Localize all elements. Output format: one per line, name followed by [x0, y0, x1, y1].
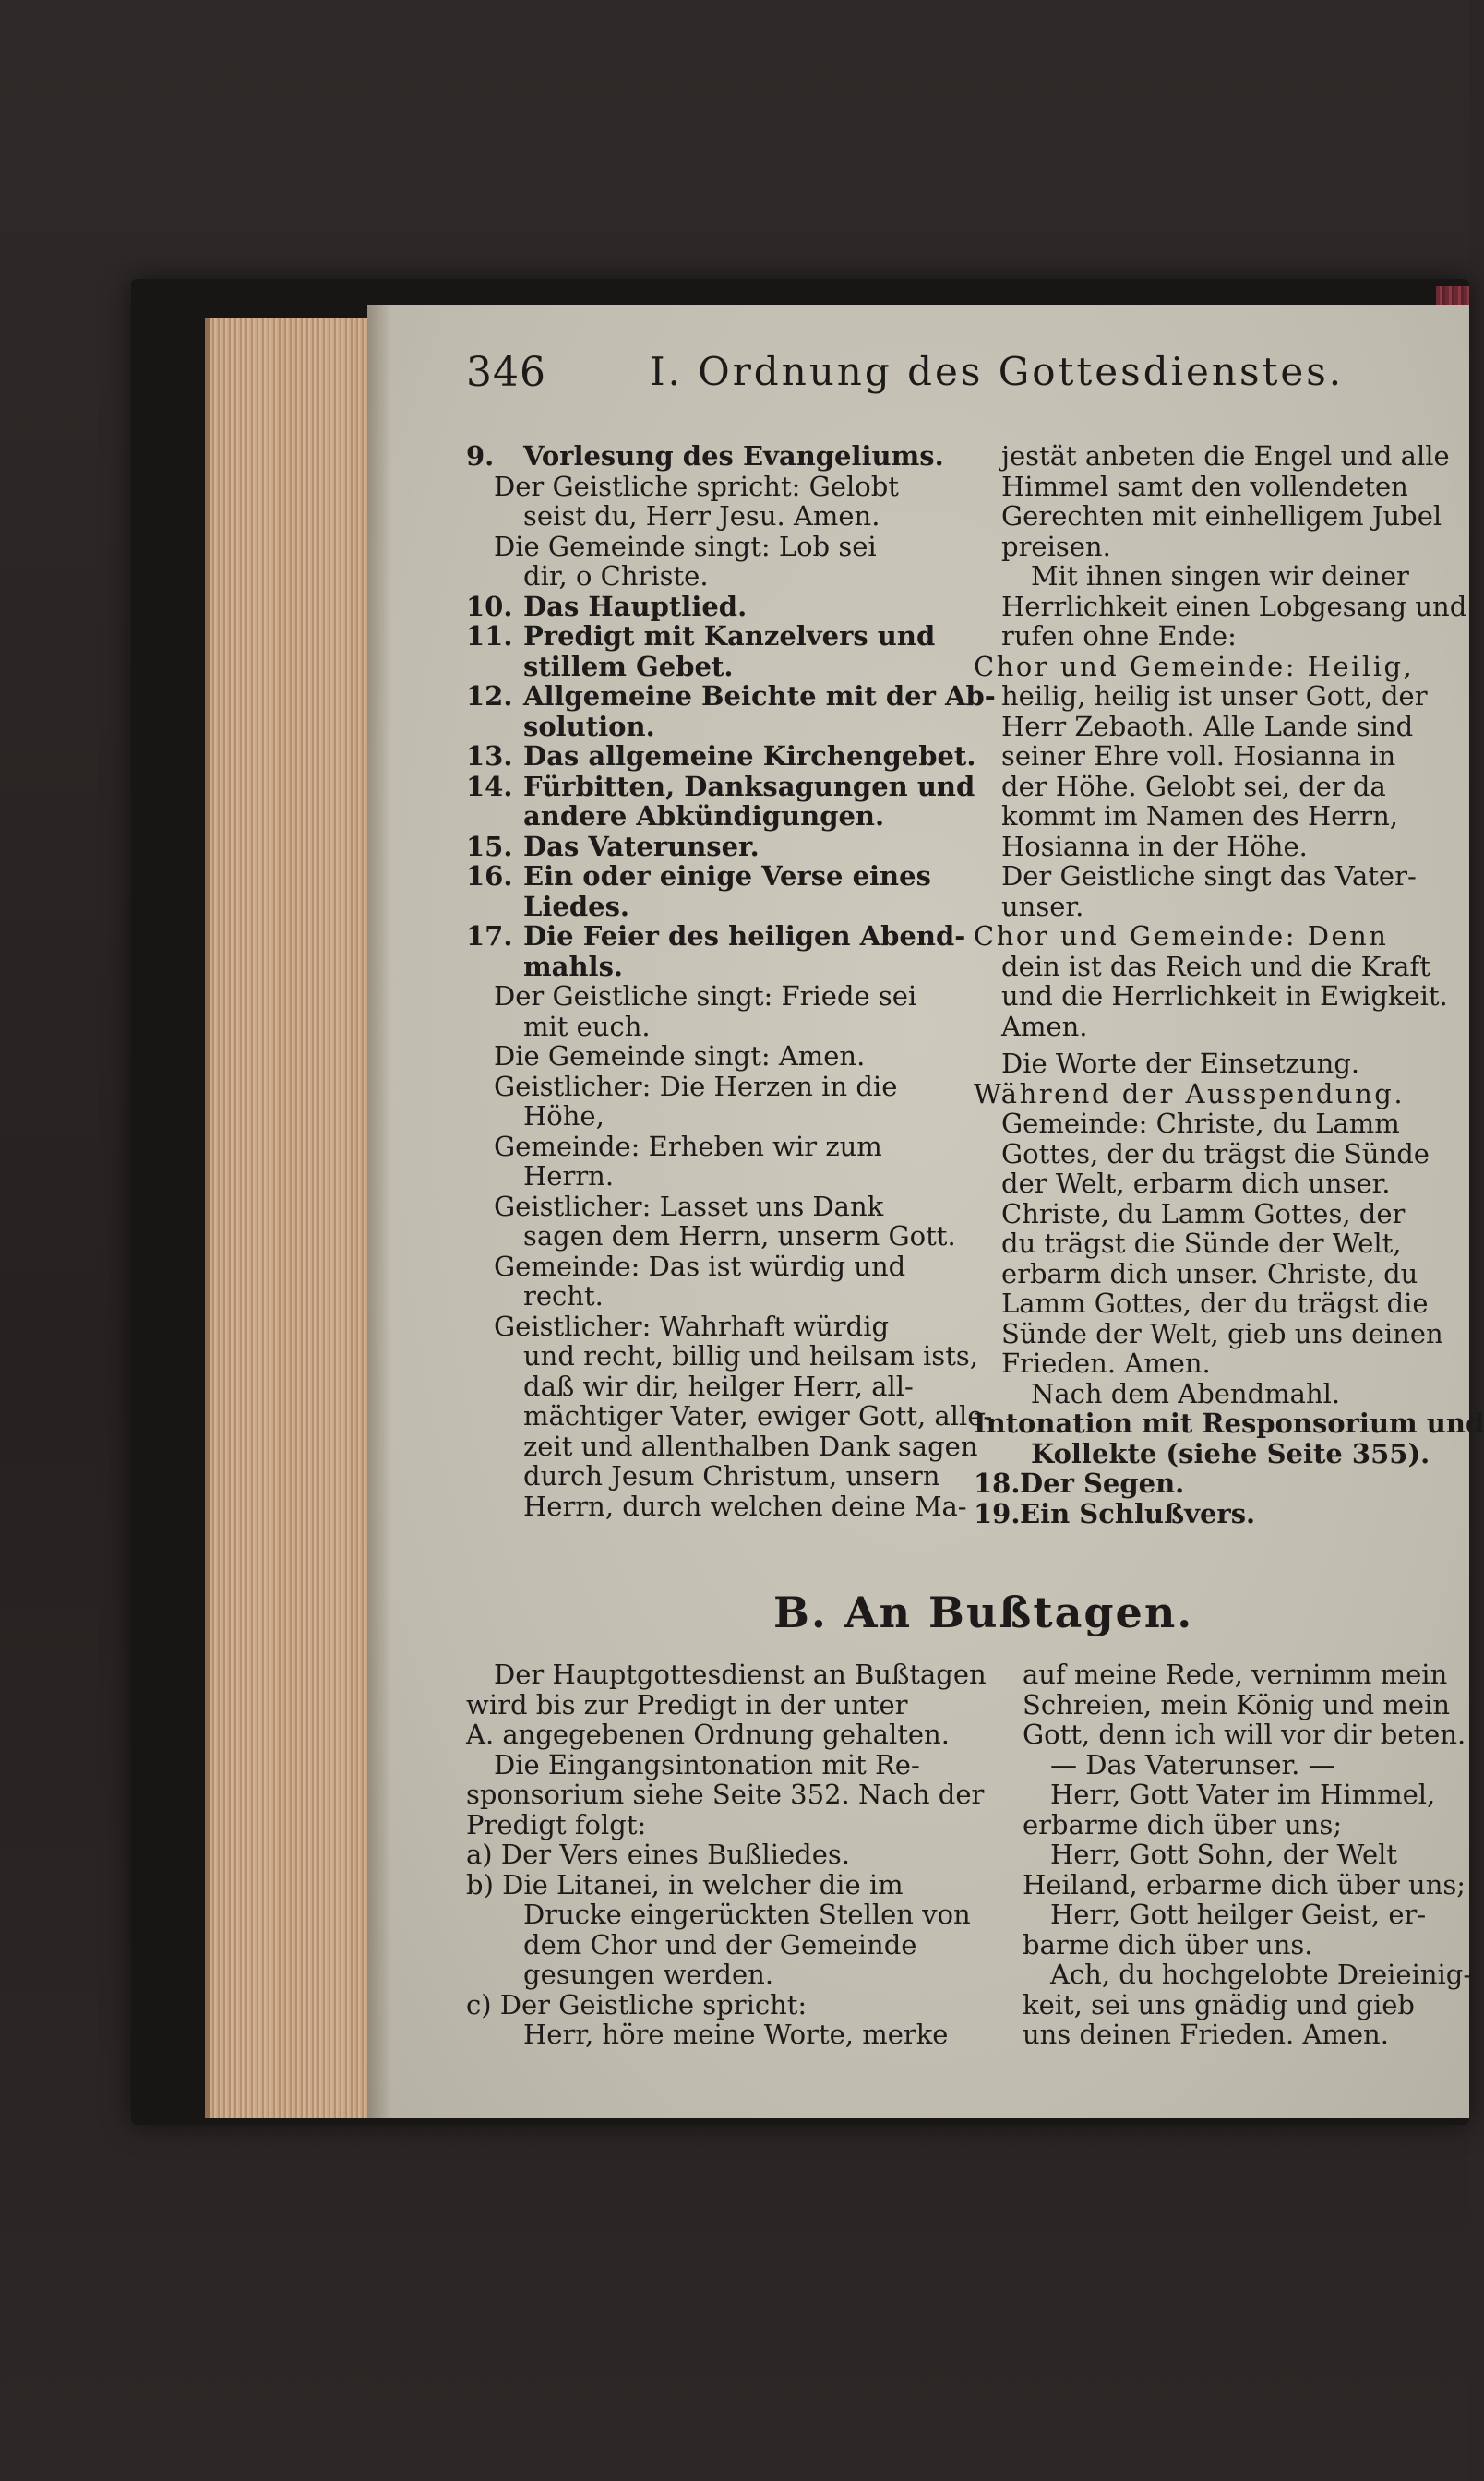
text-line: [974, 1379, 1435, 1409]
text-line: [466, 1719, 950, 1750]
text-line: [1023, 2020, 1440, 2050]
line-text: keit, sei uns gnädig und gieb: [1023, 1988, 1415, 2020]
text-line: [466, 1132, 941, 1162]
text-line: [974, 772, 1435, 802]
line-text: Die Feier des heiligen Abend-: [523, 920, 966, 952]
text-line: [1023, 1900, 1440, 1930]
line-text: Der Segen.: [1020, 1468, 1185, 1499]
text-line: [974, 440, 1450, 472]
text-line: [466, 501, 941, 532]
item-number: 19.: [974, 1497, 1021, 1529]
line-text: Gemeinde: Christe, du Lamm: [1001, 1108, 1400, 1139]
section-b-heading: B. An Bußtagen.: [773, 1588, 1194, 1637]
text-line: [1023, 1780, 1440, 1810]
line-text: Der Geistliche spricht: Gelobt: [494, 470, 899, 502]
text-line: [974, 741, 1435, 772]
text-line: [466, 801, 941, 832]
line-text: recht.: [523, 1280, 604, 1312]
text-line: [466, 1899, 971, 1930]
line-text: Schreien, mein König und mein: [1023, 1688, 1451, 1720]
text-line: [466, 1870, 946, 1900]
text-line: [974, 1169, 1435, 1199]
text-line: [1023, 1959, 1473, 1990]
line-text: Der Geistliche singt das Vater-: [1001, 860, 1417, 892]
item-number: 9.: [466, 440, 495, 472]
text-line: [974, 681, 1435, 712]
line-text: Gottes, der du trägst die Sünde: [1001, 1137, 1430, 1169]
text-line: [1023, 1688, 1451, 1720]
line-text: — Das Vaterunser. —: [1050, 1748, 1335, 1780]
text-line: [974, 621, 1435, 652]
item-number: 11.: [466, 620, 513, 652]
text-line: [974, 1499, 1435, 1529]
line-text: Das allgemeine Kirchengebet.: [523, 740, 976, 772]
line-text: Das Hauptlied.: [523, 590, 748, 622]
line-text: Ein oder einige Verse eines: [523, 860, 931, 892]
text-line: [466, 1072, 941, 1102]
text-line: [466, 2019, 949, 2050]
line-text: solution.: [523, 710, 655, 742]
line-text: der Welt, erbarm dich unser.: [1001, 1168, 1391, 1199]
line-text: Höhe,: [523, 1100, 604, 1132]
text-line: [974, 590, 1467, 622]
line-text: zeit und allenthalben Dank sagen: [523, 1430, 978, 1462]
text-line: [1023, 1990, 1440, 2020]
line-text: andere Abkündigungen.: [523, 800, 885, 832]
line-text: Herr, höre meine Worte, merke: [523, 2019, 949, 2050]
line-text: Lamm Gottes, der du trägst die: [1001, 1288, 1429, 1319]
line-text: Die Gemeinde singt: Amen.: [494, 1040, 866, 1072]
line-text: Die Worte der Einsetzung.: [1001, 1048, 1360, 1079]
line-text: Liedes.: [523, 890, 630, 922]
line-text: Das Vaterunser.: [523, 830, 760, 862]
text-line: [1023, 1868, 1466, 1900]
text-line: [466, 920, 966, 952]
line-text: Frieden. Amen.: [1001, 1348, 1211, 1379]
text-line: [466, 1990, 946, 2020]
line-text: preisen.: [1001, 530, 1111, 562]
text-line: [974, 952, 1435, 982]
line-text: Nach dem Abendmahl.: [1031, 1377, 1341, 1409]
text-line: [974, 472, 1435, 502]
text-line: [466, 1340, 978, 1372]
line-text: sagen dem Herrn, unserm Gott.: [523, 1220, 956, 1252]
line-text: Kollekte (siehe Seite 355).: [1031, 1437, 1430, 1469]
text-line: [466, 1281, 941, 1312]
line-text: Herrn.: [523, 1160, 615, 1192]
text-line: [466, 1690, 946, 1720]
text-line: [974, 1288, 1435, 1319]
line-text: seiner Ehre voll. Hosianna in: [1001, 740, 1396, 772]
item-number: 12.: [466, 680, 513, 712]
line-text: Herrn, durch welchen deine Ma-: [523, 1490, 967, 1522]
item-number: 17.: [466, 920, 513, 952]
line-text: Gemeinde: Das ist würdig und: [494, 1250, 906, 1282]
text-line: [466, 652, 941, 682]
page-edges: [205, 318, 373, 2118]
line-text: A. angegebenen Ordnung gehalten.: [466, 1719, 950, 1750]
line-text: wird bis zur Predigt in der unter: [466, 1688, 908, 1720]
text-line: [974, 652, 1435, 682]
text-line: [974, 1049, 1435, 1079]
text-line: [974, 712, 1435, 742]
text-line: [1023, 1719, 1466, 1750]
text-line: [466, 981, 941, 1012]
line-text: mahls.: [523, 950, 623, 982]
text-line: [466, 1012, 941, 1042]
text-line: [974, 801, 1435, 832]
text-line: [466, 1750, 946, 1780]
line-text: rufen ohne Ende:: [1001, 620, 1237, 652]
line-text: seist du, Herr Jesu. Amen.: [523, 500, 880, 532]
text-line: [466, 1840, 946, 1870]
line-text: Herr Zebaoth. Alle Lande sind: [1001, 710, 1414, 742]
line-text: Während der Ausspendung.: [974, 1077, 1406, 1109]
line-text: Predigt folgt:: [466, 1808, 647, 1840]
text-line: [974, 1468, 1435, 1499]
text-line: [466, 440, 944, 472]
page-gutter-shadow: [367, 305, 391, 2118]
text-line: [466, 1930, 946, 1960]
line-text: Die Gemeinde singt: Lob sei: [494, 530, 877, 562]
line-text: Drucke eingerückten Stellen von: [523, 1899, 971, 1930]
line-text: Vorlesung des Evangeliums.: [523, 440, 944, 472]
text-line: [466, 1490, 967, 1522]
line-text: Gemeinde: Erheben wir zum: [494, 1130, 882, 1162]
text-line: [466, 1960, 946, 1990]
line-text: auf meine Rede, vernimm mein: [1023, 1659, 1448, 1690]
text-line: [466, 1461, 941, 1492]
text-line: [974, 532, 1435, 562]
line-text: dir, o Christe.: [523, 560, 709, 592]
item-number: 13.: [466, 740, 513, 772]
text-line: [466, 952, 941, 982]
item-number: 16.: [466, 860, 513, 892]
text-line: [466, 1779, 985, 1810]
line-text: a) Der Vers eines Bußliedes.: [466, 1839, 850, 1870]
line-text: Sünde der Welt, gieb uns deinen: [1001, 1317, 1443, 1349]
line-text: Der Hauptgottesdienst an Bußtagen: [494, 1659, 987, 1690]
text-line: [974, 980, 1448, 1012]
line-text: mit euch.: [523, 1010, 651, 1042]
line-text: Chor und Gemeinde: Heilig,: [974, 650, 1415, 682]
line-text: erbarm dich unser. Christe, du: [1001, 1257, 1418, 1289]
line-text: Gott, denn ich will vor dir beten.: [1023, 1719, 1466, 1750]
text-line: [974, 1259, 1435, 1289]
text-line: [974, 832, 1435, 862]
text-line: [974, 1439, 1435, 1469]
text-line: [974, 1199, 1435, 1229]
line-text: Die Eingangsintonation mit Re-: [494, 1748, 920, 1780]
page-number: 346: [466, 349, 546, 396]
text-line: [974, 1408, 1484, 1439]
line-text: sponsorium siehe Seite 352. Nach der: [466, 1779, 985, 1810]
line-text: Herr, Gott Vater im Himmel,: [1050, 1779, 1436, 1810]
line-text: dein ist das Reich und die Kraft: [1001, 950, 1430, 982]
text-line: [466, 1659, 987, 1690]
text-line: [974, 1139, 1435, 1169]
text-line: [466, 1101, 941, 1132]
right-column: [974, 440, 1484, 1529]
left-column: [466, 440, 996, 1522]
running-title: I. Ordnung des Gottesdienstes.: [650, 349, 1345, 394]
text-line: [466, 561, 941, 592]
text-line: [974, 861, 1435, 892]
text-line: [466, 680, 996, 712]
section-b-right-column: [1023, 1659, 1473, 2050]
line-text: Gerechten mit einhelligem Jubel: [1001, 500, 1442, 532]
text-line: [974, 1229, 1435, 1259]
line-text: Christe, du Lamm Gottes, der: [1001, 1197, 1406, 1229]
text-line: [974, 1012, 1435, 1042]
line-text: Allgemeine Beichte mit der Ab-: [523, 680, 996, 712]
line-text: barme dich über uns.: [1023, 1928, 1313, 1960]
text-line: [974, 921, 1435, 952]
text-line: [466, 1312, 941, 1342]
line-text: Ein Schlußvers.: [1020, 1497, 1256, 1529]
line-text: Mit ihnen singen wir deiner: [1031, 560, 1409, 592]
line-text: b) Die Litanei, in welcher die im: [466, 1868, 904, 1900]
line-text: Hosianna in der Höhe.: [1001, 830, 1308, 862]
line-text: mächtiger Vater, ewiger Gott, alle-: [523, 1400, 993, 1432]
text-line: [466, 472, 941, 502]
text-line: [466, 740, 976, 772]
text-line: [974, 1348, 1435, 1379]
line-text: Chor und Gemeinde: Denn: [974, 920, 1389, 952]
text-line: [974, 892, 1435, 922]
line-text: und recht, billig und heilsam ists,: [523, 1340, 978, 1372]
line-text: Fürbitten, Danksagungen und: [523, 770, 975, 802]
text-line: [466, 1161, 941, 1192]
text-line: [1023, 1750, 1440, 1780]
text-line: [974, 1317, 1443, 1349]
line-text: Himmel samt den vollendeten: [1001, 470, 1408, 502]
text-line: [466, 832, 941, 862]
line-text: heilig, heilig ist unser Gott, der: [1001, 680, 1428, 712]
text-line: [466, 621, 941, 652]
line-text: kommt im Namen des Herrn,: [1001, 800, 1399, 832]
line-text: Herrlichkeit einen Lobgesang und: [1001, 590, 1467, 622]
text-line: [466, 1192, 941, 1222]
text-line: [466, 770, 975, 802]
item-number: 10.: [466, 590, 513, 622]
text-line: [1023, 1659, 1448, 1690]
text-line: [466, 861, 941, 892]
text-line: [974, 561, 1435, 592]
text-line: [466, 1810, 946, 1840]
line-text: uns deinen Frieden. Amen.: [1023, 2019, 1389, 2050]
line-text: Ach, du hochgelobte Dreieinig-: [1050, 1959, 1473, 1990]
text-line: [466, 712, 941, 742]
line-text: stillem Gebet.: [523, 650, 734, 682]
line-text: der Höhe. Gelobt sei, der da: [1001, 770, 1386, 802]
line-text: erbarme dich über uns;: [1023, 1808, 1343, 1840]
line-text: c) Der Geistliche spricht:: [466, 1988, 808, 2020]
line-text: Predigt mit Kanzelvers und: [523, 620, 936, 652]
text-line: [1023, 1840, 1440, 1870]
line-text: Geistlicher: Lasset uns Dank: [494, 1190, 884, 1222]
line-text: Geistlicher: Wahrhaft würdig: [494, 1310, 890, 1342]
line-text: unser.: [1001, 890, 1084, 922]
line-text: und die Herrlichkeit in Ewigkeit.: [1001, 980, 1448, 1012]
text-line: [466, 592, 941, 622]
line-text: Amen.: [1001, 1010, 1088, 1042]
text-line: [466, 1400, 993, 1432]
text-line: [974, 1079, 1435, 1109]
section-b-left-column: [466, 1659, 987, 2050]
text-line: [466, 1372, 941, 1402]
line-text: Geistlicher: Die Herzen in die: [494, 1070, 898, 1102]
text-line: [1023, 1930, 1440, 1960]
text-line: [466, 1252, 941, 1282]
text-line: [466, 1220, 956, 1252]
text-line: [466, 532, 941, 562]
line-text: Intonation mit Responsorium und: [974, 1408, 1484, 1439]
text-line: [466, 1041, 941, 1072]
text-line: [974, 500, 1442, 532]
item-number: 15.: [466, 830, 513, 862]
item-number: 18.: [974, 1468, 1021, 1499]
item-number: 14.: [466, 770, 513, 802]
text-line: [1023, 1810, 1440, 1840]
text-line: [466, 892, 941, 922]
text-line: [466, 1430, 978, 1462]
line-text: Herr, Gott Sohn, der Welt: [1050, 1839, 1398, 1870]
text-line: [974, 1109, 1435, 1139]
line-text: Heiland, erbarme dich über uns;: [1023, 1868, 1466, 1900]
line-text: dem Chor und der Gemeinde: [523, 1928, 917, 1960]
line-text: du trägst die Sünde der Welt,: [1001, 1228, 1402, 1259]
line-text: Der Geistliche singt: Friede sei: [494, 980, 917, 1012]
line-text: Herr, Gott heilger Geist, er-: [1050, 1899, 1427, 1930]
line-text: durch Jesum Christum, unsern: [523, 1460, 940, 1492]
line-text: gesungen werden.: [523, 1959, 774, 1990]
line-text: daß wir dir, heilger Herr, all-: [523, 1370, 914, 1402]
line-text: jestät anbeten die Engel und alle: [1001, 440, 1450, 472]
